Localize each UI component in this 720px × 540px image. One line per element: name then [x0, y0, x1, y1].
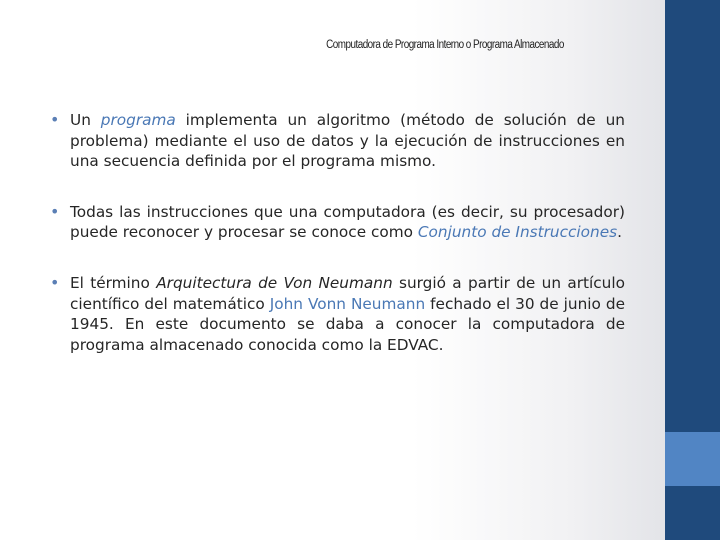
bullet-text: implementa un algoritmo (método de solución de un problema) mediante el uso de datos y la ejecución de instrucciones en una secuencia definida por el programa mismo.	[70, 111, 625, 171]
bullet-marker-icon: •	[50, 272, 60, 292]
person-name: John Vonn Neumann	[269, 294, 426, 313]
bullet-marker-icon: •	[50, 110, 60, 129]
bullet-item-von-neumann	[50, 273, 625, 355]
bullet-marker-icon: •	[50, 201, 60, 221]
term-arquitectura-von-neumann: Arquitectura de Von Neumann	[156, 273, 393, 292]
bullet-text: surgió a partir de un artículo científico del matemático	[70, 273, 625, 313]
term-programa: programa	[100, 111, 176, 129]
bullet-text: Un	[70, 111, 101, 129]
bullet-text: fechado el 30 de junio de 1945. En este documento se daba a conocer la computadora de programa almacenado conocida como la EDVAC.	[70, 294, 625, 354]
bullet-list	[50, 110, 625, 385]
slide-title: Computadora de Programa Interno o Programa Almacenado	[326, 39, 564, 51]
bullet-text: El término	[70, 273, 157, 292]
sidebar-accent-block	[665, 432, 720, 486]
bullet-item-instrucciones	[50, 202, 625, 243]
bullet-text: .	[617, 223, 622, 242]
bullet-item-programa	[50, 110, 625, 172]
bullet-text: Todas las instrucciones que una computadora (es decir, su procesador) puede reconocer y procesar se conoce como	[70, 202, 625, 242]
decorative-sidebar	[665, 0, 720, 540]
term-conjunto-instrucciones: Conjunto de Instrucciones	[417, 223, 618, 242]
